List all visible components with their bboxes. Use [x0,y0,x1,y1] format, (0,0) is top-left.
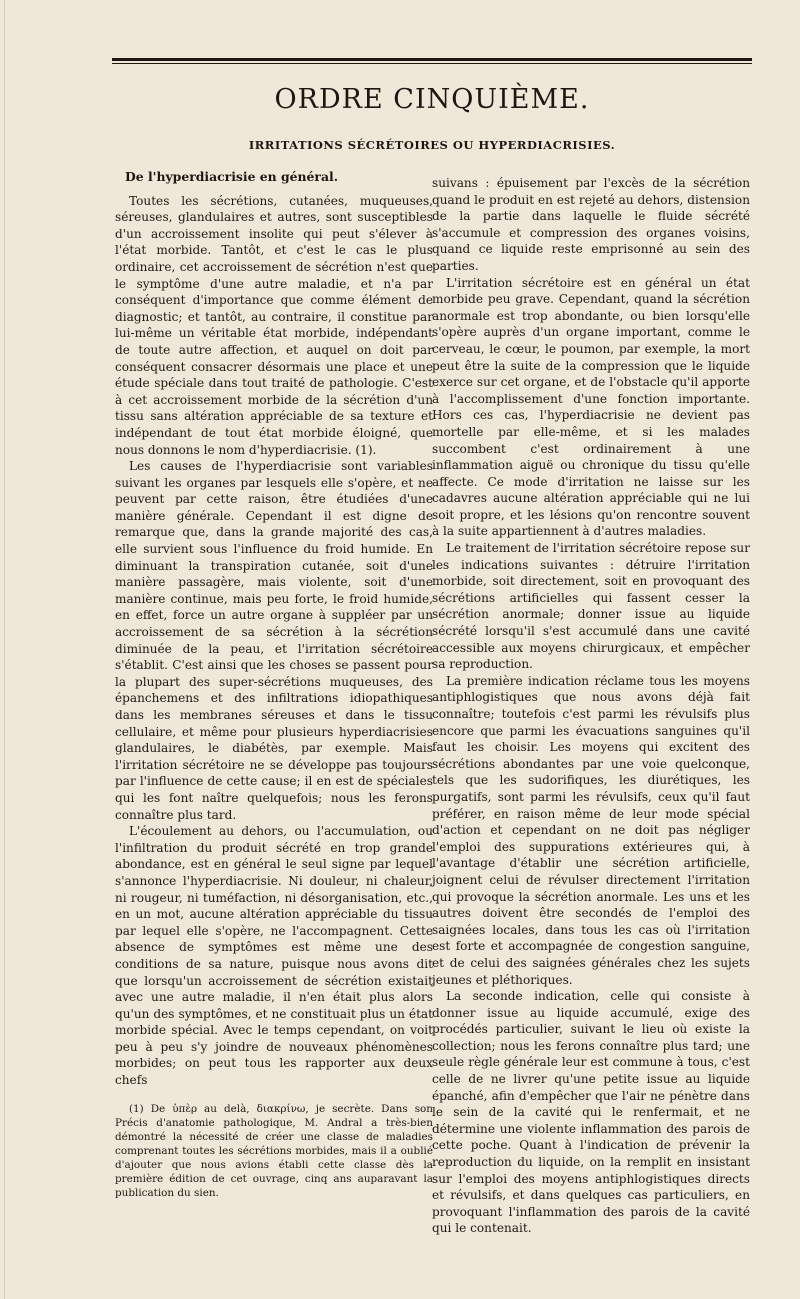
top-rule [112,58,752,61]
paragraph: La première indication réclame tous les moyens antiphlogistiques que nous avons déjà fait connaître; toutefois c'est parmi les révulsifs plus encore que parmi les évacuations sanguines qu'il faut les choisir. Les moyens qui excitent des sécrétions abondantes par une voie quelconque, tels que les sudorifiques, les diurétiques, les purgatifs, sont parmi les révulsifs, ceux qu'il faut préférer, en raison même de leur mode spécial d'action et cependant on ne doit pas négliger l'emploi des suppurations extérieures qui, à l'avantage d'établir une sécrétion artificielle, joignent celui de révulser directement l'irritation qui provoque la sécrétion anormale. Les uns et les autres doivent être secondés de l'emploi des saignées locales, dans tous les cas où l'irritation est forte et accompagnée de congestion sanguine, et de celui des saignées générales chez les sujets jeunes et pléthoriques. [432,673,750,987]
paragraph: Toutes les sécrétions, cutanées, muqueuses, séreuses, glandulaires et autres, sont susceptibles d'un accroissement insolite qui peut s'élever à l'état morbide. Tantôt, et c'est le cas le plus ordinaire, cet accroissement de sécrétion n'est que le symptôme d'une autre maladie, et n'a par conséquent d'importance que comme élément de diagnostic; et tantôt, au contraire, il constitue par lui-même un véritable état morbide, indépendant de toute autre affection, et auquel on doit par conséquent consacrer désormais une place et une étude spéciale dans tout traité de pathologie. C'est à cet accroissement morbide de la sécrétion d'un tissu sans altération appréciable de sa texture et indépendant de tout état morbide éloigné, que nous donnons le nom d'hyperdiacrisie. (1). [115,193,433,457]
top-rule-thin [112,63,752,64]
paragraph: suivans : épuisement par l'excès de la sécrétion quand le produit en est rejeté au dehors, distension de la partie dans laquelle le fluide sécrété s'accumule et compression des organes voisins, quand ce liquide reste emprisonné au sein des parties. [432,176,750,273]
paragraph: Les causes de l'hyperdiacrisie sont variables suivant les organes par lesquels elle s'opère, et ne peuvent par cette raison, être étudiées d'une manière générale. Cependant il est digne de remarque que, dans la grande majorité des cas, elle survient sous l'influence du froid humide. En diminuant la transpiration cutanée, soit d'une manière passagère, mais violente, soit d'une manière continue, mais peu forte, le froid humide, en effet, force un autre organe à suppléer par un accroissement de sa sécrétion à la sécrétion diminuée de la peau, et l'irritation sécrétoire s'établit. C'est ainsi que les choses se passent pour la plupart des super-sécrétions muqueuses, des épanchemens et des infiltrations idiopathiques dans les membranes séreuses et dans le tissu cellulaire, et même pour plusieurs hyperdiacrisies glandulaires, le diabétès, par exemple. Mais l'irritation sécrétoire ne se développe pas toujours par l'influence de cette cause; il en est de spéciales qui les font naître quelquefois; nous les ferons connaître plus tard. [115,459,433,822]
page-edge [4,0,5,1299]
section-heading: De l'hyperdiacrisie en général. [125,169,339,184]
page-title: ORDRE CINQUIÈME. [274,84,590,115]
footnote: (1) De ὑπὲρ au delà, διακρίνω, je secrète. Dans son Précis d'anatomie pathologique, M. Andral a très-bien démontré la nécessité de créer une classe de maladies comprenant toutes les sécrétions morbides, mais il a oublié d'ajouter que nous avions établi cette classe dès la première édition de cet ouvrage, cinq ans auparavant la publication du sien. [115,1102,433,1199]
right-column [432,175,750,1237]
paragraph: L'irritation sécrétoire est en général un état morbide peu grave. Cependant, quand la sécrétion anormale est trop abondante, ou bien lorsqu'elle s'opère auprès d'un organe important, comme le cerveau, le cœur, le poumon, par exemple, la mort peut être la suite de la compression que le liquide exerce sur cet organe, et de l'obstacle qu'il apporte à l'accomplissement d'une fonction importante. Hors ces cas, l'hyperdiacrisie ne devient pas mortelle par elle-même, et si les malades succombent c'est ordinairement à une inflammation aiguë ou chronique du tissu qu'elle affecte. Ce mode d'irritation ne laisse sur les cadavres aucune altération appréciable qui ne lui soit propre, et les lésions qu'on rencontre souvent à la suite appartiennent à d'autres maladies. [432,275,750,539]
paragraph: La seconde indication, celle qui consiste à donner issue au liquide accumulé, exige des procédés particulier, suivant le lieu où existe la collection; nous les ferons connaître plus tard; une seule règle générale leur est commune à tous, c'est celle de ne livrer qu'une petite issue au liquide épanché, afin d'empêcher que l'air ne pénètre dans le sein de la cavité qui le renfermait, et ne détermine une violente inflammation des parois de cette poche. Quant à l'indication de prévenir la reproduction du liquide, on la remplit en insistant sur l'emploi des moyens antiphlogistiques directs et révulsifs, et dans quelques cas particuliers, en provoquant l'inflammation des parois de la cavité qui le contenait. [432,989,750,1236]
paragraph: L'écoulement au dehors, ou l'accumulation, ou l'infiltration du produit sécrété en trop grande abondance, est en général le seul signe par lequel s'annonce l'hyperdiacrisie. Ni douleur, ni chaleur, ni rougeur, ni tuméfaction, ni désorganisation, etc., en un mot, aucune altération appréciable du tissu par lequel elle s'opère, ne l'accompagnent. Cette absence de symptômes est même une des conditions de sa nature, puisque nous avons dit que lorsqu'un accroissement de sécrétion existait avec une autre maladie, il n'en était plus alors qu'un des symptômes, et ne constituait plus un état morbide spécial. Avec le temps cependant, on voit peu à peu s'y joindre de nouveaux phénomènes morbides; on peut tous les rapporter aux deux chefs [115,824,433,1088]
page-subtitle: IRRITATIONS SÉCRÉTOIRES OU HYPERDIACRISIES. [248,138,616,152]
paragraph: Le traitement de l'irritation sécrétoire repose sur les indications suivantes : détruire l'irritation morbide, soit directement, soit en provoquant des sécrétions artificielles qui fassent cesser la sécrétion anormale; donner issue au liquide sécrété lorsqu'il s'est accumulé dans une cavité accessible aux moyens chirurgicaux, et empêcher sa reproduction. [432,541,750,672]
left-column [115,169,433,1200]
